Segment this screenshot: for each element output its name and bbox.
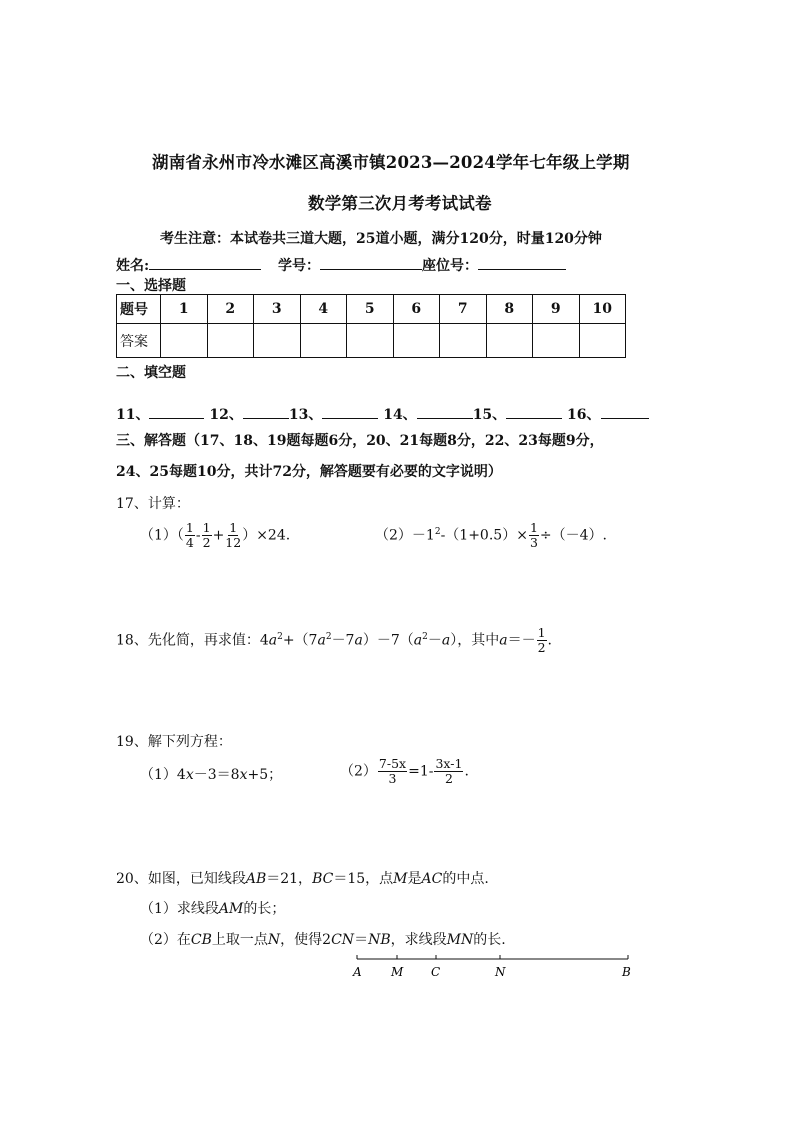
point-label-b: B <box>622 965 631 979</box>
q17-p1-prefix: （1）（ <box>140 527 184 544</box>
q19-part1: （1）4x－3＝8x+5； <box>140 767 283 783</box>
blank-label: 11、 <box>116 407 150 423</box>
fraction: $\frac{1}{2}$ <box>537 625 546 655</box>
section2-heading: 二、填空题 <box>116 365 186 381</box>
question-number: 7 <box>440 295 487 324</box>
answer-cell[interactable] <box>533 324 580 358</box>
fraction: $\frac{7-5x}{3}$ <box>378 756 407 786</box>
q17-p2-mid: -（1+0.5）× <box>440 527 528 544</box>
operator: + <box>212 527 225 544</box>
answer-cell[interactable] <box>161 324 208 358</box>
point-label-a: A <box>353 965 362 979</box>
fill-blanks-line <box>116 404 649 424</box>
q20-line-3: （2）在CB上取一点N，使得2CN＝NB，求线段MN的长. <box>140 932 506 948</box>
answer-label: 答案 <box>117 324 161 358</box>
blank-14[interactable] <box>417 404 473 419</box>
answer-cell[interactable] <box>579 324 626 358</box>
answer-cell[interactable] <box>300 324 347 358</box>
q18-text: 18、先化简，再求值：$4a^2+(7a^2-7a)-7(a^2-a)$，其中a＝－ $\frac{1}{2}$ . <box>116 625 552 655</box>
fraction: $\frac{1}{3}$ <box>529 520 538 550</box>
question-number: 10 <box>579 295 626 324</box>
id-blank[interactable] <box>320 255 422 270</box>
question-number: 5 <box>347 295 394 324</box>
question-number: 4 <box>300 295 347 324</box>
answer-cell[interactable] <box>486 324 533 358</box>
question-number-label: 题号 <box>117 295 161 324</box>
id-label: 学号： <box>278 258 321 274</box>
seat-label: 座位号： <box>422 258 479 274</box>
q17-p1-suffix: ）×24. <box>242 527 291 544</box>
question-number: 6 <box>393 295 440 324</box>
section1-heading: 一、选择题 <box>116 278 186 294</box>
q17-part2 <box>375 521 607 550</box>
q19-part2: （2） $\frac{7-5x}{3}$ =1- $\frac{3x-1}{2}$ . <box>340 756 469 786</box>
q19-label: 19、解下列方程： <box>116 734 232 750</box>
section3-heading-line-1: 三、解答题（17、18、19题每题6分，20、21每题8分，22、23每题9分， <box>116 433 604 449</box>
q17-part1 <box>140 521 290 550</box>
q17-label: 17、计算： <box>116 496 190 512</box>
title-line-2: 数学第三次月考考试试卷 <box>308 194 492 213</box>
q17-p2-prefix: （2）－1 <box>375 527 435 544</box>
seat-blank[interactable] <box>478 255 566 270</box>
answer-cell[interactable] <box>254 324 301 358</box>
exponent: 2 <box>434 526 441 537</box>
fraction: $\frac{1}{4}$ <box>185 520 194 550</box>
section3-heading-line-2: 24、25每题10分，共计72分，解答题要有必要的文字说明） <box>116 464 502 480</box>
title-line-1: 湖南省永州市冷水滩区高溪市镇2023—2024学年七年级上学期 <box>152 153 630 172</box>
fraction: $\frac{3x-1}{2}$ <box>435 756 463 786</box>
name-label: 姓名: <box>116 258 150 274</box>
q20-line-2: （1）求线段AM的长； <box>140 901 286 917</box>
blank-label: 12、 <box>209 407 243 423</box>
answer-table <box>116 294 626 358</box>
question-number: 9 <box>533 295 580 324</box>
blank-13[interactable] <box>322 404 378 419</box>
answer-cell[interactable] <box>347 324 394 358</box>
point-label-c: C <box>431 965 441 979</box>
blank-label: 15、 <box>472 407 507 423</box>
fraction: $\frac{1}{2}$ <box>202 520 211 550</box>
segment-diagram <box>340 950 640 986</box>
name-blank[interactable] <box>149 255 261 270</box>
question-number: 2 <box>207 295 254 324</box>
blank-label: 16、 <box>567 407 601 423</box>
question-number: 3 <box>254 295 301 324</box>
blank-12[interactable] <box>243 404 289 419</box>
answer-cell[interactable] <box>207 324 254 358</box>
point-label-m: M <box>391 965 404 979</box>
fraction: $\frac{1}{12}$ <box>225 520 242 550</box>
point-label-n: N <box>495 965 506 979</box>
blank-label: 14、 <box>383 407 417 423</box>
question-number: 1 <box>161 295 208 324</box>
answer-cell[interactable] <box>440 324 487 358</box>
operator: - <box>195 527 201 544</box>
answer-cell[interactable] <box>393 324 440 358</box>
blank-15[interactable] <box>506 404 562 419</box>
blank-16[interactable] <box>601 404 649 419</box>
q17-p2-suffix: ÷（－4）. <box>539 527 607 544</box>
info-line <box>116 255 566 275</box>
blank-11[interactable] <box>149 404 204 419</box>
question-number: 8 <box>486 295 533 324</box>
blank-label: 13、 <box>288 407 323 423</box>
exam-notice: 考生注意：本试卷共三道大题，25道小题，满分120分，时量120分钟 <box>160 231 602 247</box>
q20-line-1: 20、如图，已知线段AB＝21，BC＝15，点M是AC的中点. <box>116 871 489 887</box>
